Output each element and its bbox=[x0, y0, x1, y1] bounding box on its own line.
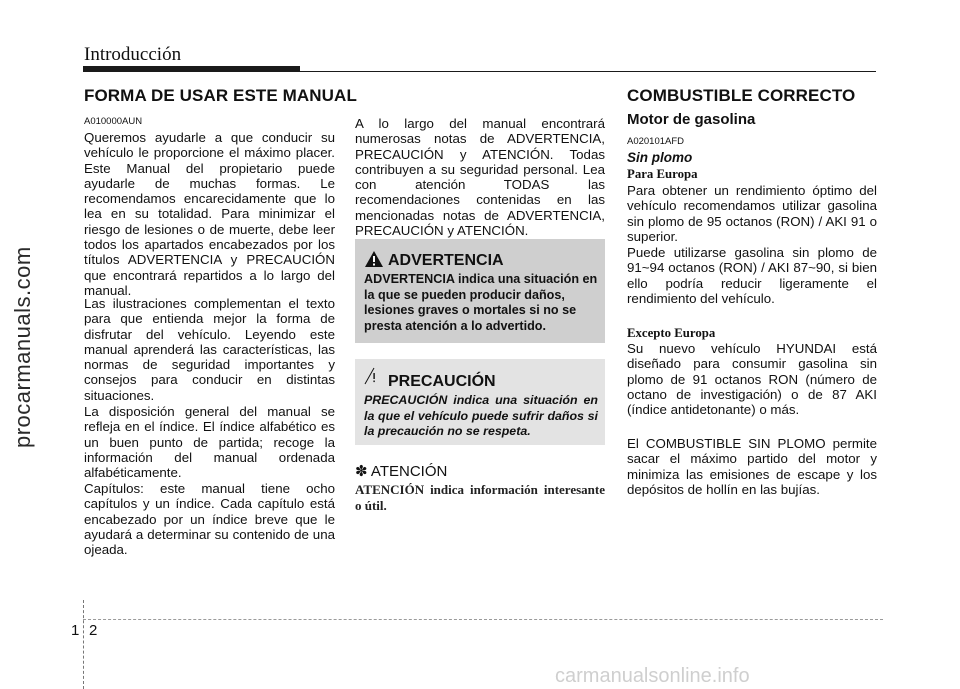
caution-title: PRECAUCIÓN bbox=[388, 373, 496, 390]
notice-title: ATENCIÓN bbox=[370, 463, 448, 480]
section-heading-manual: FORMA DE USAR ESTE MANUAL bbox=[84, 86, 357, 105]
warning-triangle-icon bbox=[364, 250, 384, 268]
notice-text: ATENCIÓN indica información interesante o útil. bbox=[355, 482, 605, 513]
paragraph: Las ilustraciones complementan el texto para que entienda mejor la forma de disfrutar del vehículo. Leyendo este manual aprenderá las características, las normas de seguridad importantes y consejos para conducir en distintas situaciones. bbox=[84, 296, 335, 403]
subheading-engine: Motor de gasolina bbox=[627, 111, 756, 128]
paragraph: La disposición general del manual se refleja en el índice. El índice alfabético es un buen punto de partida; recoge la información del manual ordenada alfabéticamente. bbox=[84, 404, 335, 481]
header-rule bbox=[83, 71, 876, 72]
paragraph: A lo largo del manual encontrará numerosas notas de ADVERTENCIA, PRECAUCIÓN y ATENCIÓN. Todas contribuyen a su seguridad personal. Lea con atención TODAS las recomendaciones contenidas en las mencionadas notas de ADVERTENCIA, PRECAUCIÓN y ATENCIÓN. bbox=[355, 116, 605, 239]
paragraph: Capítulos: este manual tiene ocho capítulos y un índice. Cada capítulo está encabezado por un índice breve que le ayudará a determinar su contenido de una ojeada. bbox=[84, 481, 335, 558]
label-except-europe: Excepto Europa bbox=[627, 326, 716, 340]
page-number: 2 bbox=[89, 622, 98, 639]
section-heading-fuel: COMBUSTIBLE CORRECTO bbox=[627, 86, 856, 105]
bottom-watermark: carmanualsonline.info bbox=[555, 665, 750, 687]
warning-text: ADVERTENCIA indica una situación en la que se pueden producir daños, lesiones graves o mortales si no se presta atención a lo advertido. bbox=[364, 272, 598, 333]
paragraph: Para obtener un rendimiento óptimo del vehículo recomendamos utilizar gasolina sin plomo de 95 octanos (RON) / AKI 91 o superior. bbox=[627, 183, 877, 244]
section-code: A010000AUN bbox=[84, 116, 143, 127]
footer-rule bbox=[83, 619, 883, 620]
notice-heading bbox=[355, 462, 447, 480]
footer-divider bbox=[83, 600, 84, 689]
paragraph: Puede utilizarse gasolina sin plomo de 91~94 octanos (RON) / AKI 87~90, si bien ello podría reducir ligeramente el rendimiento del vehículo. bbox=[627, 245, 877, 306]
caution-triangle-icon bbox=[364, 367, 384, 385]
paragraph: Queremos ayudarle a que conducir su vehículo le proporcione el máximo placer. Este Manual del propietario puede ayudarle de muchas formas. Le recomendamos encarecidamente que lo lea en su totalidad. Para minimizar el riesgo de lesiones o de muerte, debe leer todos los apartados encabezados por los títulos ADVERTENCIA y PRECAUCIÓN que encontrará repartidos a lo largo del manual. bbox=[84, 130, 335, 298]
label-europe: Para Europa bbox=[627, 167, 698, 181]
caution-text: PRECAUCIÓN indica una situación en la que el vehículo puede sufrir daños si la precaución no se respeta. bbox=[364, 393, 598, 439]
subheading-unleaded: Sin plomo bbox=[627, 150, 693, 165]
page-header-title: Introducción bbox=[84, 44, 182, 65]
paragraph: Su nuevo vehículo HYUNDAI está diseñado para consumir gasolina sin plomo de 91 octanos RON (número de octano de investigación) o de 87 AKI (índice antidetonante) o más. bbox=[627, 341, 877, 418]
section-code: A020101AFD bbox=[627, 136, 685, 147]
notice-asterisk-icon: ✽ bbox=[355, 463, 368, 480]
side-watermark: procarmanuals.com bbox=[10, 246, 35, 448]
paragraph: El COMBUSTIBLE SIN PLOMO permite sacar el máximo partido del motor y minimiza las emisiones de escape y los depósitos de hollín en las bujías. bbox=[627, 436, 877, 497]
chapter-number: 1 bbox=[71, 622, 80, 639]
warning-title: ADVERTENCIA bbox=[388, 252, 504, 269]
